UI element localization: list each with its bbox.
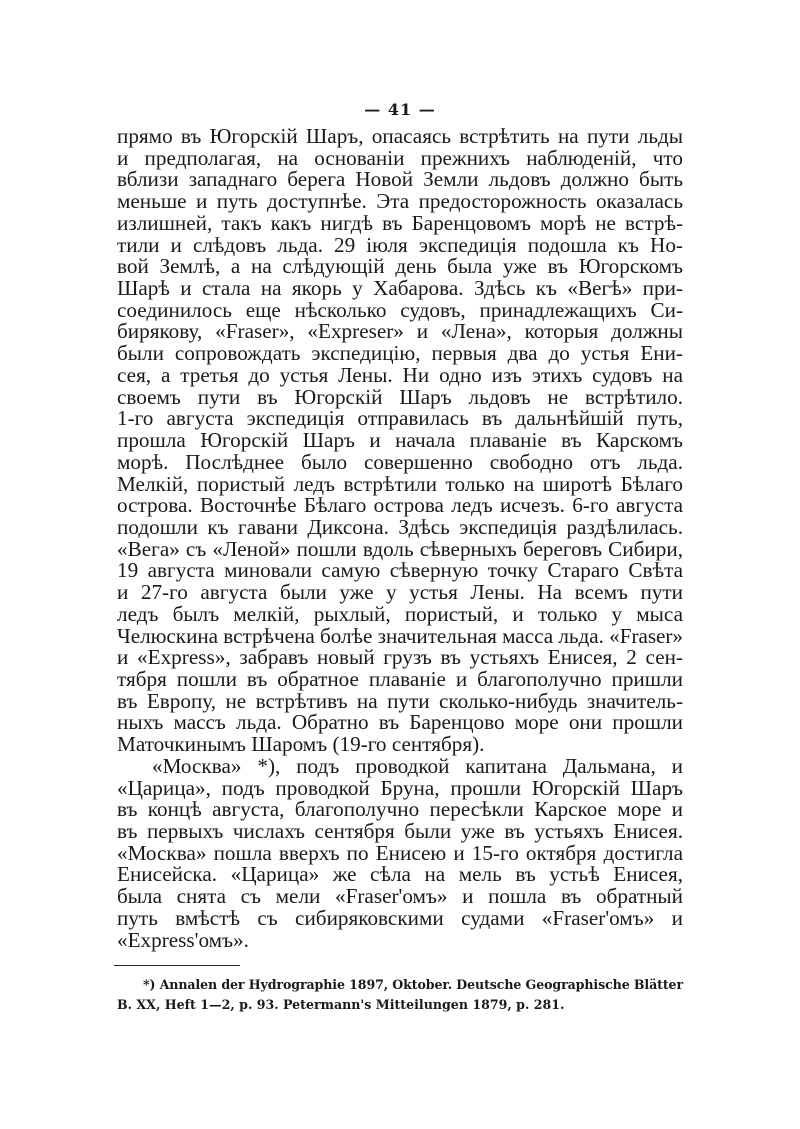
text-line: морѣ. Послѣднее было совершенно свободно отъ льда.: [117, 449, 683, 474]
text-line: и предполагая, на основанiи прежнихъ наблюденiй, что: [117, 145, 683, 170]
text-line: была снята съ мели «Fraser'омъ» и пошла въ обратный: [117, 884, 683, 909]
text-line: «Царица», подъ проводкой Бруна, прошли Югорскiй Шаръ: [117, 775, 683, 800]
text-line: прошла Югорскiй Шаръ и начала плаванiе въ Карскомъ: [117, 428, 683, 453]
text-line: вой Землѣ, а на слѣдующiй день была уже въ Югорскомъ: [117, 254, 683, 279]
text-line: Челюскина встрѣчена болѣе значительная масса льда. «Fraser»: [117, 623, 683, 648]
text-line: вблизи западнаго берега Новой Земли льдовъ должно быть: [117, 167, 683, 192]
text-line: сея, а третья до устья Лены. Ни одно изъ этихъ судовъ на: [117, 362, 683, 387]
text-line: подошли къ гавани Диксона. Здѣсь экспедицiя раздѣлилась.: [117, 514, 683, 539]
text-line: 19 августа миновали самую сѣверную точку Стараго Свѣта: [117, 558, 683, 583]
footnote-line: *) Annalen der Hydrographie 1897, Oktober. Deutsche Geographische Blätter: [143, 977, 683, 992]
footnote: [117, 975, 683, 1015]
footnote-line: B. XX, Heft 1—2, p. 93. Petermann's Mitteilungen 1879, p. 281.: [117, 997, 565, 1012]
text-line: «Express'омъ».: [117, 927, 249, 952]
text-line: излишней, такъ какъ нигдѣ въ Баренцовомъ морѣ не встрѣ-: [117, 210, 683, 235]
text-line: тили и слѣдовъ льда. 29 iюля экспедицiя подошла къ Но-: [117, 232, 683, 257]
text-line: путь вмѣстѣ съ сибиряковскими судами «Fraser'омъ» и: [117, 905, 683, 930]
text-line: въ первыхъ числахъ сентября были уже въ устьяхъ Енисея.: [117, 819, 683, 843]
text-line: тября пошли въ обратное плаванiе и благополучно пришли: [117, 666, 683, 691]
text-line: въ Европу, не встрѣтивъ на пути сколько-нибудь значитель-: [117, 688, 683, 713]
text-line: своемъ пути въ Югорскiй Шаръ льдовъ не встрѣтило.: [117, 384, 683, 409]
text-line: бирякову, «Fraser», «Expreser» и «Лена», которыя должны: [117, 319, 683, 344]
text-line: соединилось еще нѣсколько судовъ, принадлежащихъ Си-: [117, 297, 683, 322]
text-line: ледъ былъ мелкiй, рыхлый, пористый, и только у мыса: [117, 601, 683, 626]
body-text: [117, 126, 683, 951]
text-line: меньше и путь доступнѣе. Эта предосторожность оказалась: [117, 189, 683, 214]
text-line: «Москва» пошла вверхъ по Енисею и 15-го октября достигла: [117, 840, 683, 865]
text-line: въ концѣ августа, благополучно пересѣкли Карское море и: [117, 797, 683, 822]
text-line: 1-го августа экспедицiя отправилась въ дальнѣйшiй путь,: [117, 406, 683, 431]
page-number: — 41 —: [364, 100, 436, 119]
text-line: и 27-го августа были уже у устья Лены. На всемъ пути: [117, 580, 683, 605]
text-line: и «Express», забравъ новый грузъ въ устьяхъ Енисея, 2 сен-: [117, 645, 683, 670]
text-line: Шарѣ и стала на якорь у Хабарова. Здѣсь къ «Вегѣ» при-: [117, 276, 683, 301]
text-line: Енисейска. «Царица» же сѣла на мель въ устьѣ Енисея,: [117, 862, 683, 887]
text-line: острова. Восточнѣе Бѣлаго острова ледъ исчезъ. 6-го августа: [117, 493, 683, 518]
text-line: Мелкiй, пористый ледъ встрѣтили только на широтѣ Бѣлаго: [117, 471, 683, 496]
text-line: ныхъ массъ льда. Обратно въ Баренцово море они прошли: [117, 710, 683, 735]
text-line: прямо въ Югорскiй Шаръ, опасаясь встрѣтить на пути льды: [117, 124, 683, 148]
footnote-divider: [114, 965, 240, 966]
text-line: были сопровождать экспедицiю, первыя два до устья Ени-: [117, 341, 683, 366]
text-line: «Вега» съ «Леной» пошли вдоль сѣверныхъ береговъ Сибири,: [117, 536, 683, 561]
text-line: «Москва» *), подъ проводкой капитана Дальмана, и: [152, 753, 683, 778]
text-line: Маточкинымъ Шаромъ (19-го сентября).: [117, 732, 485, 757]
